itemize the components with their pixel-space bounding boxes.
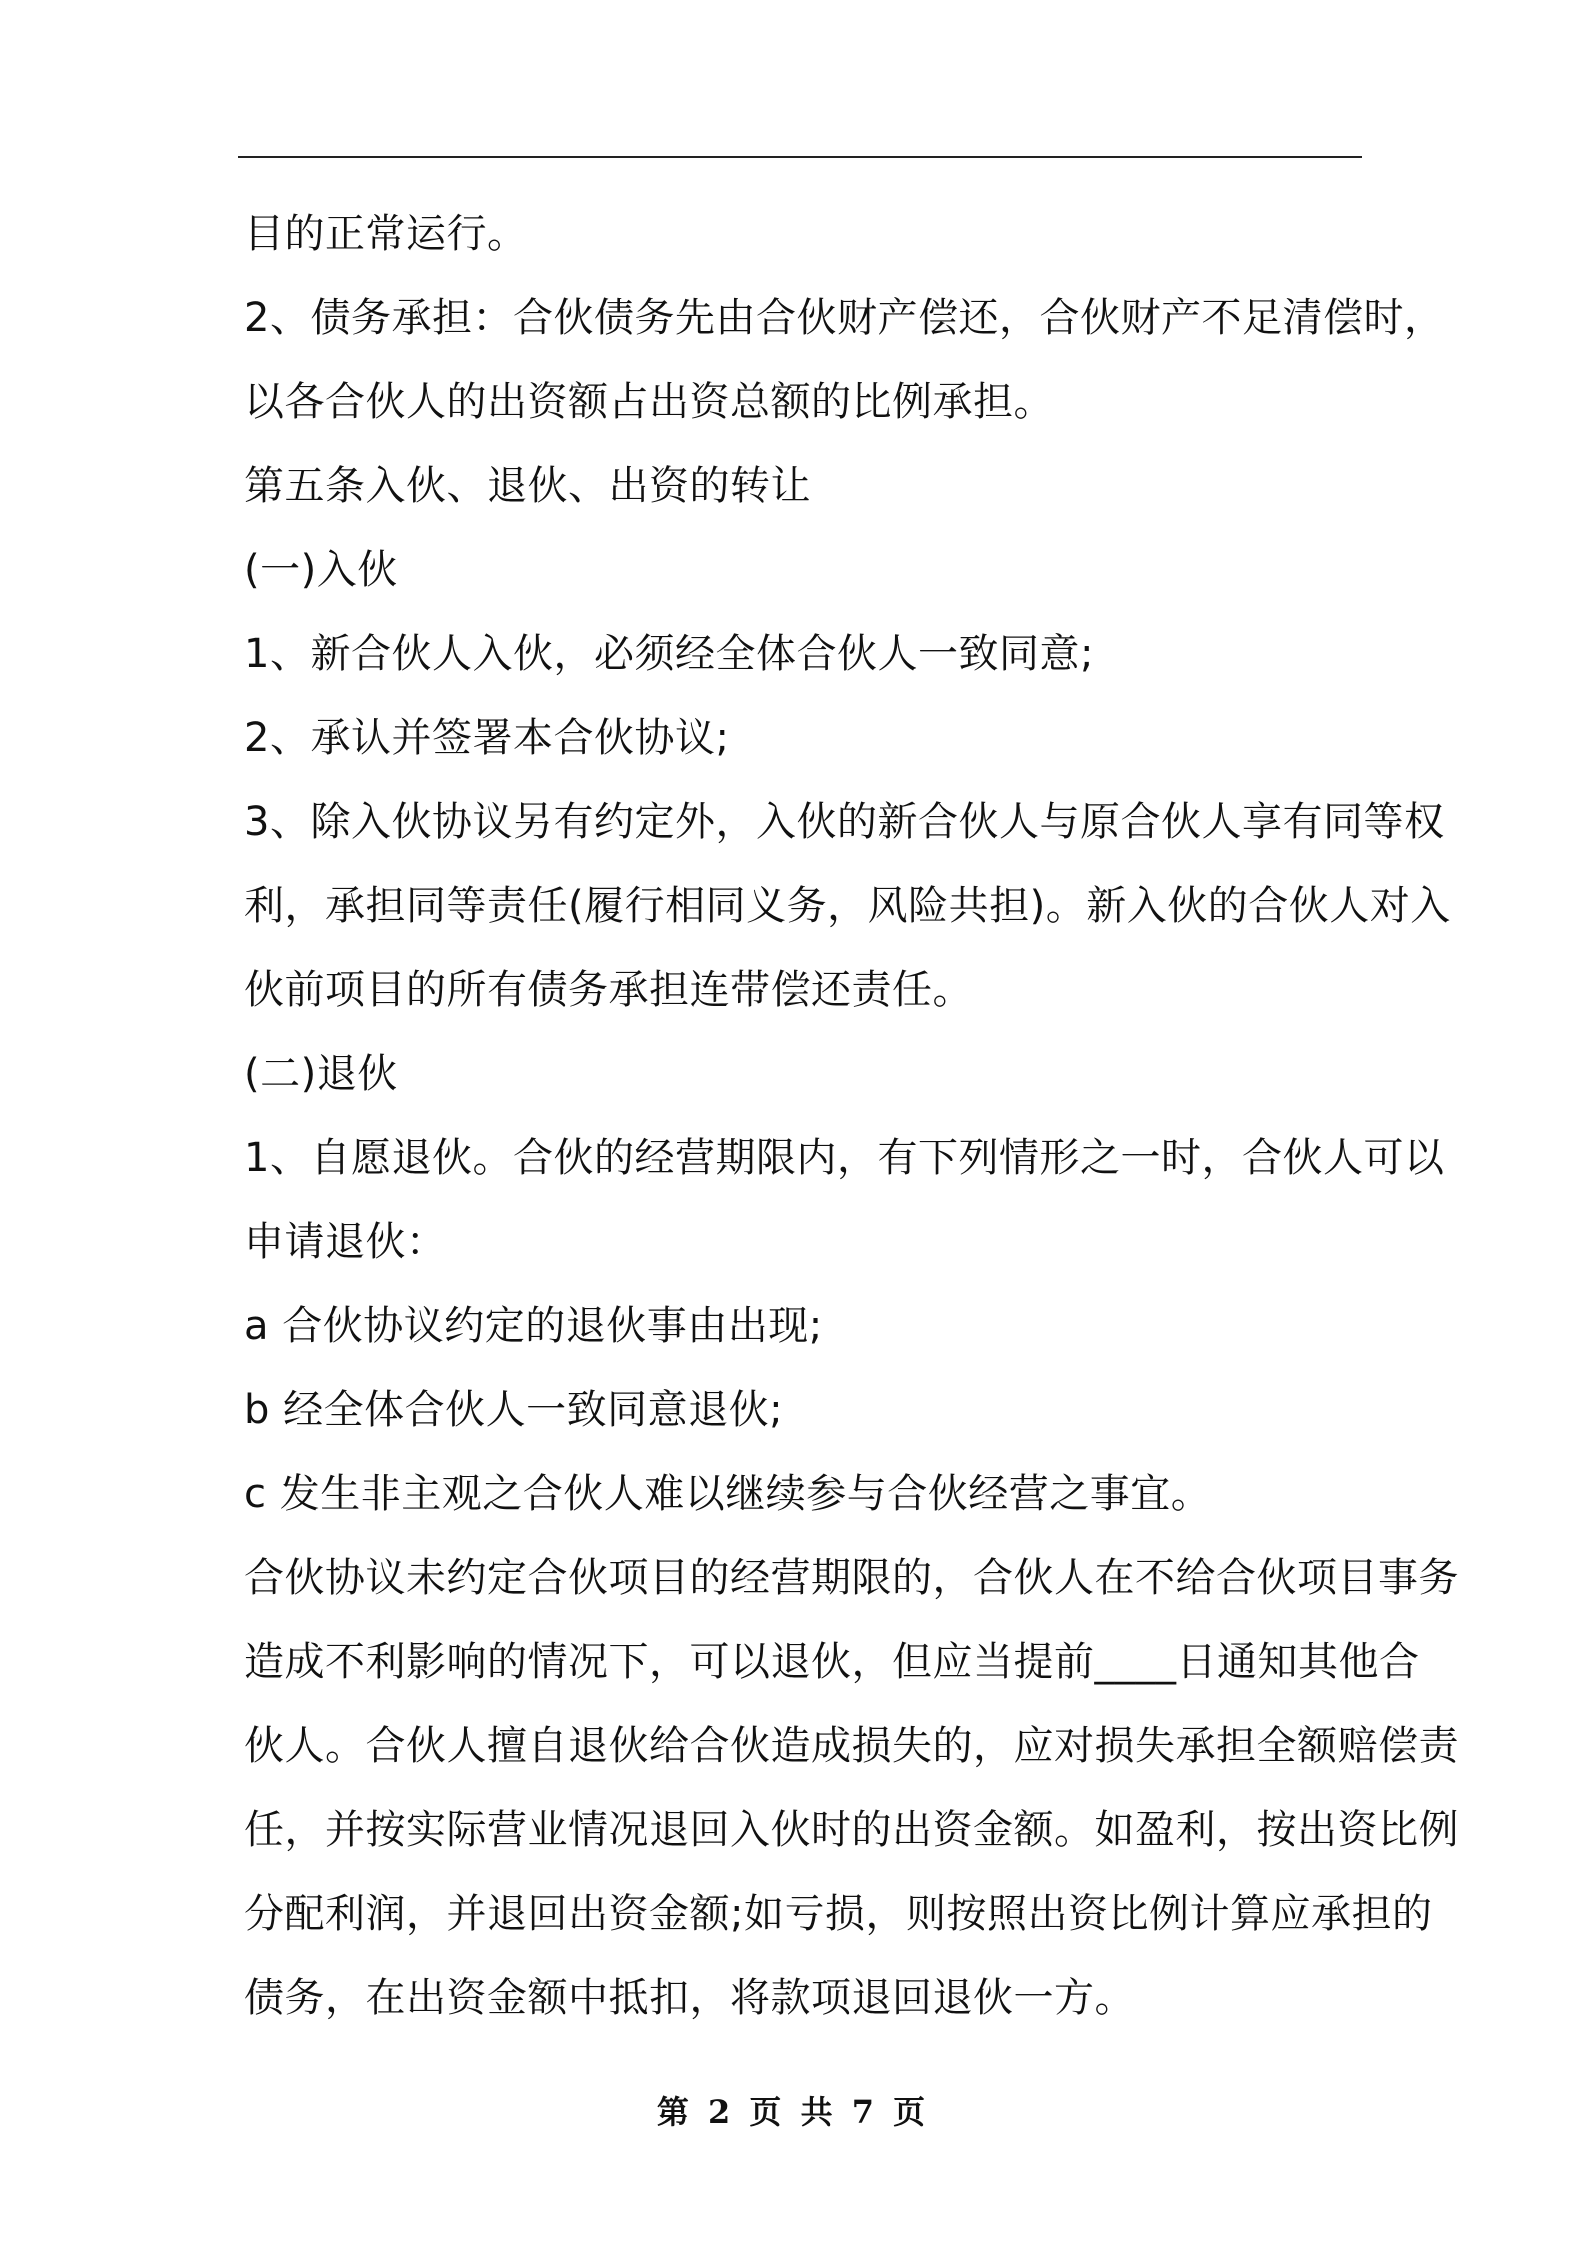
text-line: b 经全体合伙人一致同意退伙; [244, 1387, 784, 1433]
text-line: 任，并按实际营业情况退回入伙时的出资金额。如盈利，按出资比例 [244, 1807, 1459, 1853]
page-number: 第 2 页 共 7 页 [656, 2093, 930, 2131]
text-line: 伙人。合伙人擅自退伙给合伙造成损失的，应对损失承担全额赔偿责 [244, 1723, 1459, 1769]
text-line: 造成不利影响的情况下，可以退伙，但应当提前____日通知其他合 [244, 1639, 1420, 1685]
text-line: 分配利润，并退回出资金额;如亏损，则按照出资比例计算应承担的 [244, 1891, 1433, 1937]
text-line: 1、新合伙人入伙，必须经全体合伙人一致同意; [244, 631, 1094, 677]
document-body [244, 192, 1459, 2040]
text-line: 2、承认并签署本合伙协议; [244, 715, 730, 761]
text-line: 申请退伙： [244, 1219, 447, 1265]
text-line: 伙前项目的所有债务承担连带偿还责任。 [244, 967, 973, 1013]
text-line: 目的正常运行。 [244, 211, 528, 257]
text-line: a 合伙协议约定的退伙事由出现; [244, 1303, 823, 1349]
text-line: c 发生非主观之合伙人难以继续参与合伙经营之事宜。 [244, 1471, 1212, 1517]
text-line: 债务，在出资金额中抵扣，将款项退回退伙一方。 [244, 1975, 1135, 2021]
text-line: 以各合伙人的出资额占出资总额的比例承担。 [244, 379, 1054, 425]
section-heading: 第五条入伙、退伙、出资的转让 [244, 463, 811, 509]
text-line: 2、债务承担：合伙债务先由合伙财产偿还，合伙财产不足清偿时， [244, 295, 1445, 341]
text-line: 利，承担同等责任(履行相同义务，风险共担)。新入伙的合伙人对入 [244, 883, 1451, 929]
text-line: 1、自愿退伙。合伙的经营期限内，有下列情形之一时，合伙人可以 [244, 1135, 1445, 1181]
subsection-heading: (二)退伙 [244, 1051, 398, 1097]
text-line: 合伙协议未约定合伙项目的经营期限的，合伙人在不给合伙项目事务 [244, 1555, 1459, 1601]
text-line: 3、除入伙协议另有约定外，入伙的新合伙人与原合伙人享有同等权 [244, 799, 1445, 845]
header-rule [238, 156, 1362, 158]
subsection-heading: (一)入伙 [244, 547, 398, 593]
